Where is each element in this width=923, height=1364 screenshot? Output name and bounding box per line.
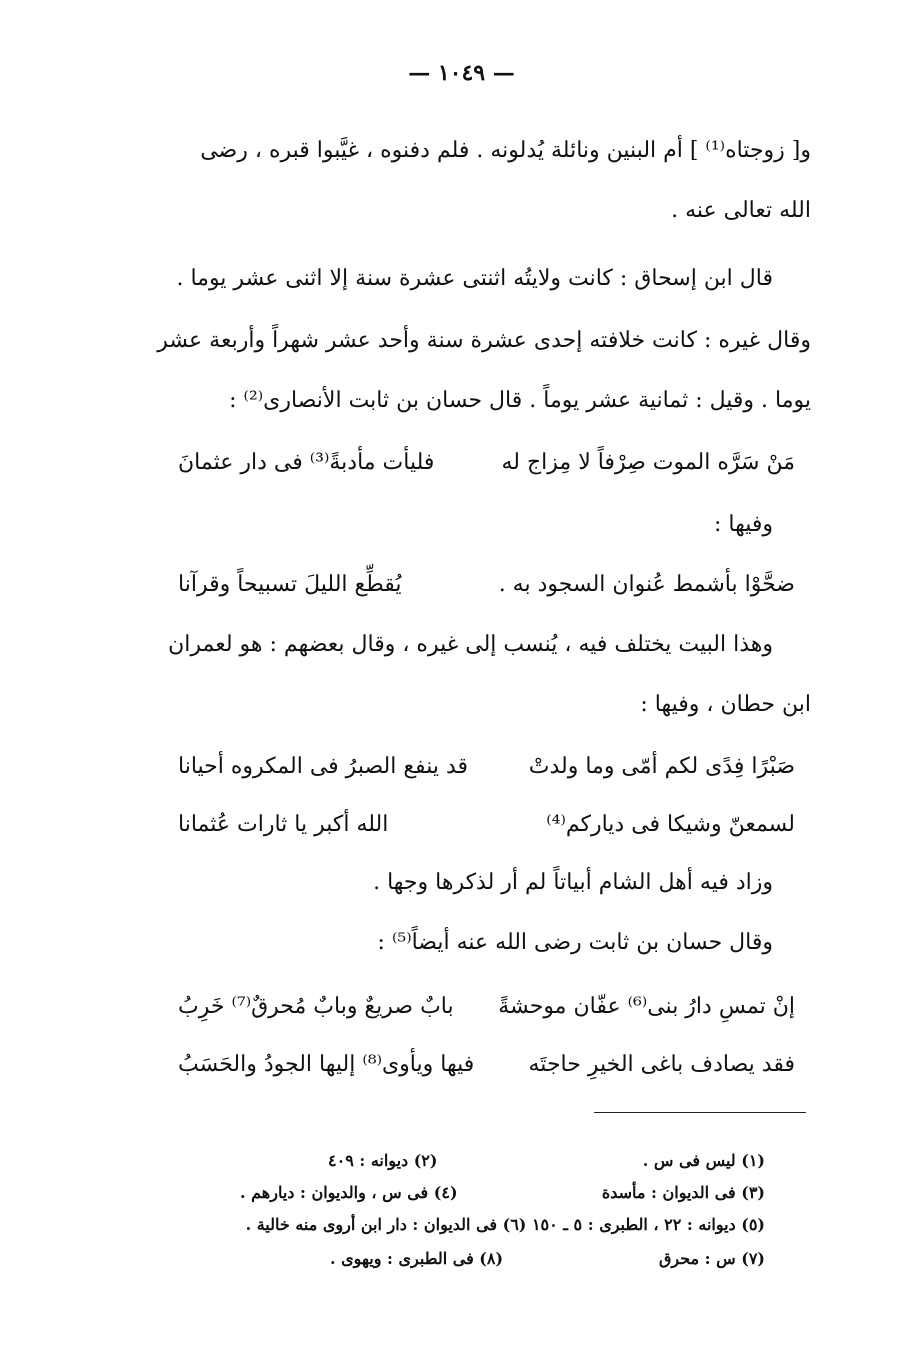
footnote: (١) ليس فى س . xyxy=(642,1151,765,1170)
prose-line: الله تعالى عنه . xyxy=(671,198,811,223)
prose-line: و[ زوجتاه⁽¹⁾ ] أم البنين ونائلة يُدلونه . فلم دفنوه ، غيَّبوا قبره ، رضى xyxy=(200,138,811,163)
verse-hemistich-right: لسمعنّ وشيكا فى ديارکم⁽⁴⁾ xyxy=(546,812,795,837)
prose-line: يوما . وقيل : ثمانية عشر يوماً . قال حسان بن ثابت الأنصارى⁽²⁾ : xyxy=(229,388,811,413)
verse-lead: وفيها : xyxy=(713,512,773,537)
footnote: (٣) فى الديوان : مأسدة xyxy=(601,1183,765,1202)
verse-hemistich-right: ضحَّوْا بأشمط عُنوان السجود به . xyxy=(498,572,795,597)
prose-line: ابن حطان ، وفيها : xyxy=(640,692,811,717)
verse-hemistich-right: إنْ تمسِ دارُ بنى⁽⁶⁾ عفّان موحشةً xyxy=(498,994,795,1019)
page-number: — ١٠٤٩ — xyxy=(408,60,515,86)
prose-line: قال ابن إسحاق : كانت ولايتُه اثنتى عشرة سنة إلا اثنى عشر يوما . xyxy=(176,266,773,291)
verse-hemistich-right: فقد يصادف باغى الخيرِ حاجتَه xyxy=(528,1052,795,1077)
verse-hemistich-left: قد ينفع الصبرُ فى المكروه أحيانا xyxy=(178,754,469,779)
footnote: (٨) فى الطبرى : ويهوى . xyxy=(330,1249,504,1268)
prose-line: وقال غيره : كانت خلافته إحدى عشرة سنة وأحد عشر شهراً وأربعة عشر xyxy=(157,328,811,353)
footnote: (٥) ديوانه : ٢٢ ، الطبرى : ٥ ـ ١٥٠ (٦) فى الديوان : دار ابن أروى منه خالية . xyxy=(245,1215,765,1234)
verse-hemistich-left: الله أكبر يا ثارات عُثمانا xyxy=(178,812,389,837)
prose-line: وهذا البيت يختلف فيه ، يُنسب إلى غيره ، وقال بعضهم : هو لعمران xyxy=(168,632,773,657)
footnote: (٢) ديوانه : ٤٠٩ xyxy=(328,1151,438,1170)
prose-line: وقال حسان بن ثابت رضى الله عنه أيضاً⁽⁵⁾ : xyxy=(377,930,773,955)
verse-hemistich-left: بابٌ صريعٌ وبابٌ مُحرقٌ⁽⁷⁾ خَرِبُ xyxy=(178,994,454,1019)
footnote-separator xyxy=(594,1112,806,1113)
verse-hemistich-right: صَبْرًا فِدًى لكم أمّى وما ولدتْ xyxy=(528,754,795,779)
footnote: (٤) فى س ، والديوان : ديارهم . xyxy=(240,1183,458,1202)
verse-hemistich-left: فليأت مأدبةً⁽³⁾ فى دار عثمانَ xyxy=(178,450,435,475)
verse-hemistich-left: يُقطِّع الليلَ تسبيحاً وقرآنا xyxy=(178,572,402,597)
verse-hemistich-left: فيها ويأوى⁽⁸⁾ إليها الجودُ والحَسَبُ xyxy=(178,1052,475,1077)
verse-hemistich-right: مَنْ سَرَّه الموت صِرْفاً لا مِزاج له xyxy=(501,450,795,475)
prose-line: وزاد فيه أهل الشام أبياتاً لم أر لذكرها وجها . xyxy=(373,870,773,895)
footnote: (٧) س : محرق xyxy=(658,1249,765,1268)
